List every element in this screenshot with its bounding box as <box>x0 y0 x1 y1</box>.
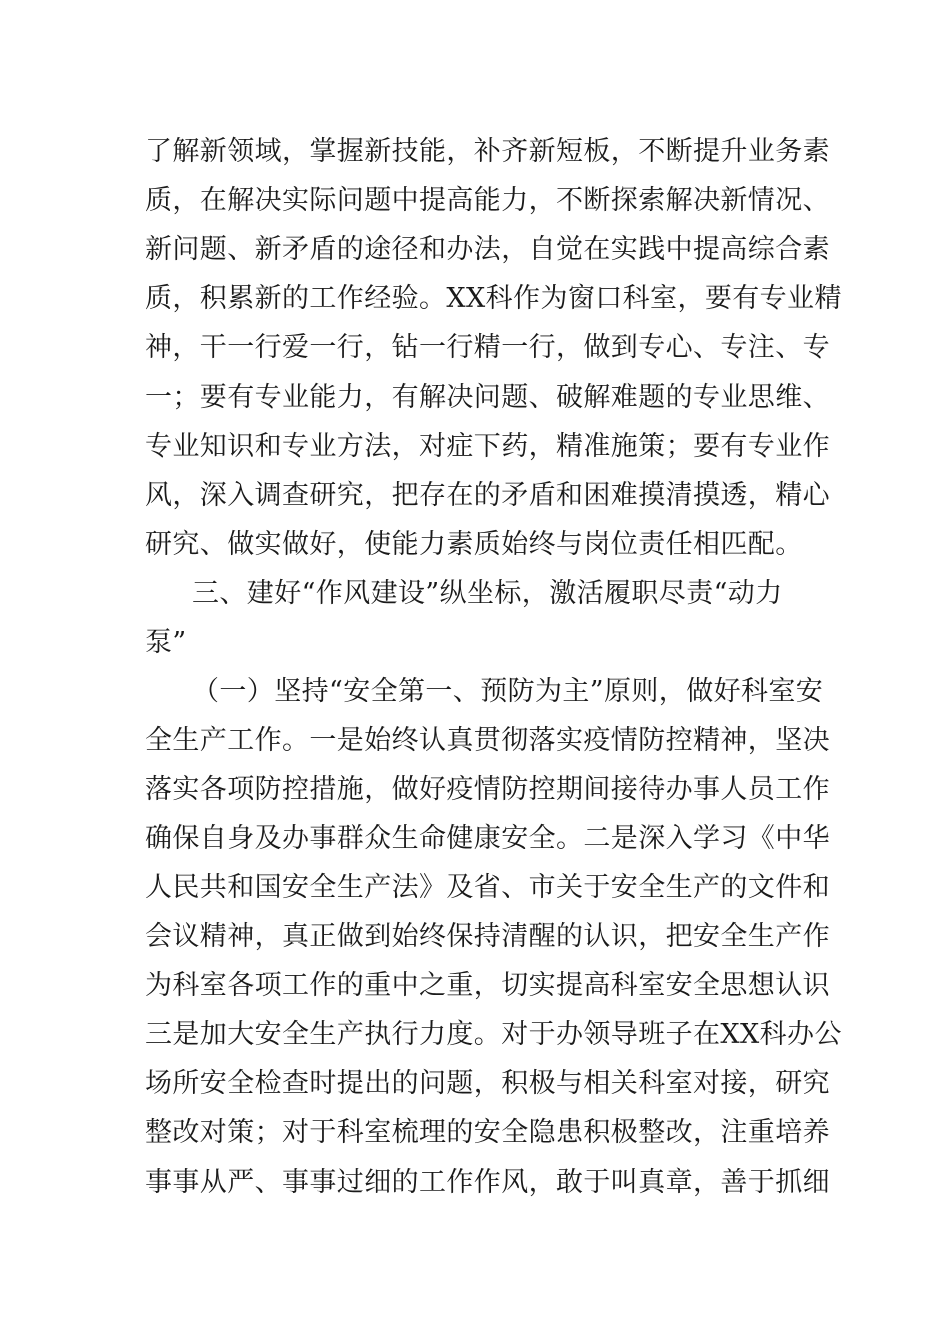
text-line: 会议精神，真正做到始终保持清醒的认识，把安全生产作 <box>145 921 830 952</box>
text-line: 整改对策；对于科室梳理的安全隐患积极整改，注重培养 <box>145 1117 830 1148</box>
subsection-heading: （一）坚持“安全第一、预防为主”原则，做好科室安 <box>192 676 824 707</box>
text-line: 新问题、新矛盾的途径和办法，自觉在实践中提高综合素 <box>145 234 830 265</box>
text-line: 事事从严、事事过细的工作作风，敢于叫真章，善于抓细 <box>145 1167 830 1198</box>
text-line: 质，积累新的工作经验。XX科作为窗口科室，要有专业精 <box>145 283 842 314</box>
section-heading: 三、建好“作风建设”纵坐标，激活履职尽责“动力 <box>192 578 783 609</box>
text-line: 神，干一行爱一行，钻一行精一行，做到专心、专注、专 <box>145 332 830 363</box>
text-line: 全生产工作。一是始终认真贯彻落实疫情防控精神，坚决 <box>145 725 830 756</box>
text-line: 落实各项防控措施，做好疫情防控期间接待办事人员工作 <box>145 774 830 805</box>
text-line: 为科室各项工作的重中之重，切实提高科室安全思想认识 <box>145 970 830 1001</box>
text-line: 确保自身及办事群众生命健康安全。二是深入学习《中华 <box>145 823 830 854</box>
text-line: 研究、做实做好，使能力素质始终与岗位责任相匹配。 <box>145 529 803 560</box>
text-line: 质，在解决实际问题中提高能力，不断探索解决新情况、 <box>145 185 830 216</box>
text-line: 了解新领域，掌握新技能，补齐新短板，不断提升业务素 <box>145 136 830 167</box>
text-line: 三是加大安全生产执行力度。对于办领导班子在XX科办公 <box>145 1019 842 1050</box>
section-heading-continued: 泵” <box>145 627 187 658</box>
text-line: 场所安全检查时提出的问题，积极与相关科室对接，研究 <box>145 1068 830 1099</box>
text-line: 一；要有专业能力，有解决问题、破解难题的专业思维、 <box>145 382 830 413</box>
text-line: 专业知识和专业方法，对症下药，精准施策；要有专业作 <box>145 431 830 462</box>
text-line: 风，深入调查研究，把存在的矛盾和困难摸清摸透，精心 <box>145 480 830 511</box>
text-line: 人民共和国安全生产法》及省、市关于安全生产的文件和 <box>145 872 830 903</box>
